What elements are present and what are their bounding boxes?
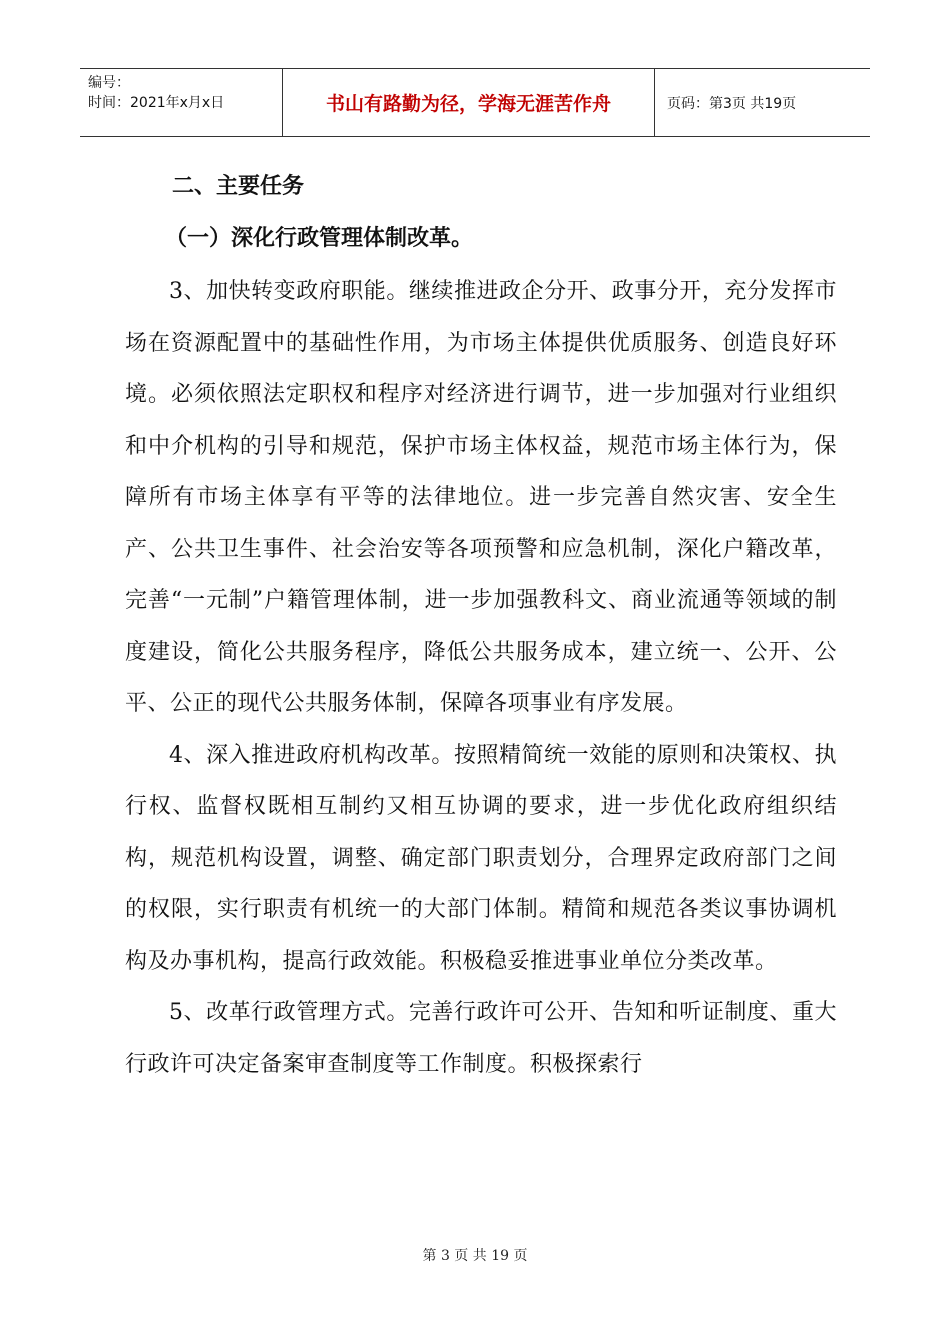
- page-footer: 第 3 页 共 19 页: [422, 1248, 528, 1264]
- page-header: [80, 68, 870, 137]
- paragraph-3: 3、加快转变政府职能。继续推进政企分开、政事分开，充分发挥市场在资源配置中的基础性作用，为市场主体提供优质服务、创造良好环境。必须依照法定职权和程序对经济进行调节，进一步加强对行业组织和中介机构的引导和规范，保护市场主体权益，规范市场主体行为，保障所有市场主体享有平等的法律地位。进一步完善自然灾害、安全生产、公共卫生事件、社会治安等各项预警和应急机制，深化户籍改革，完善“一元制”户籍管理体制，进一步加强教科文、商业流通等领域的制度建设，简化公共服务程序，降低公共服务成本，建立统一、公开、公平、公正的现代公共服务体制，保障各项事业有序发展。: [125, 279, 837, 716]
- header-meta: [80, 69, 283, 136]
- header-page-label: 页码：第3页 共19页: [667, 95, 797, 112]
- document-body: [125, 164, 837, 1090]
- paragraph-4: 4、深入推进政府机构改革。按照精简统一效能的原则和决策权、执行权、监督权既相互制约又相互协调的要求，进一步优化政府组织结构，规范机构设置，调整、确定部门职责划分，合理界定政府部门之间的权限，实行职责有机统一的大部门体制。精简和规范各类议事协调机构及办事机构，提高行政效能。积极稳妥推进事业单位分类改革。: [125, 742, 837, 974]
- document-number-label: 编号：: [88, 75, 130, 91]
- section-heading: 二、主要任务: [172, 174, 305, 199]
- paragraph-5: 5、改革行政管理方式。完善行政许可公开、告知和听证制度、重大行政许可决定备案审查制度等工作制度。积极探索行: [125, 1000, 837, 1077]
- subsection-heading: （一）深化行政管理体制改革。: [165, 226, 474, 251]
- header-motto: 书山有路勤为径，学海无涯苦作舟: [283, 69, 655, 136]
- document-date-label: 时间：2021年x月x日: [88, 95, 225, 111]
